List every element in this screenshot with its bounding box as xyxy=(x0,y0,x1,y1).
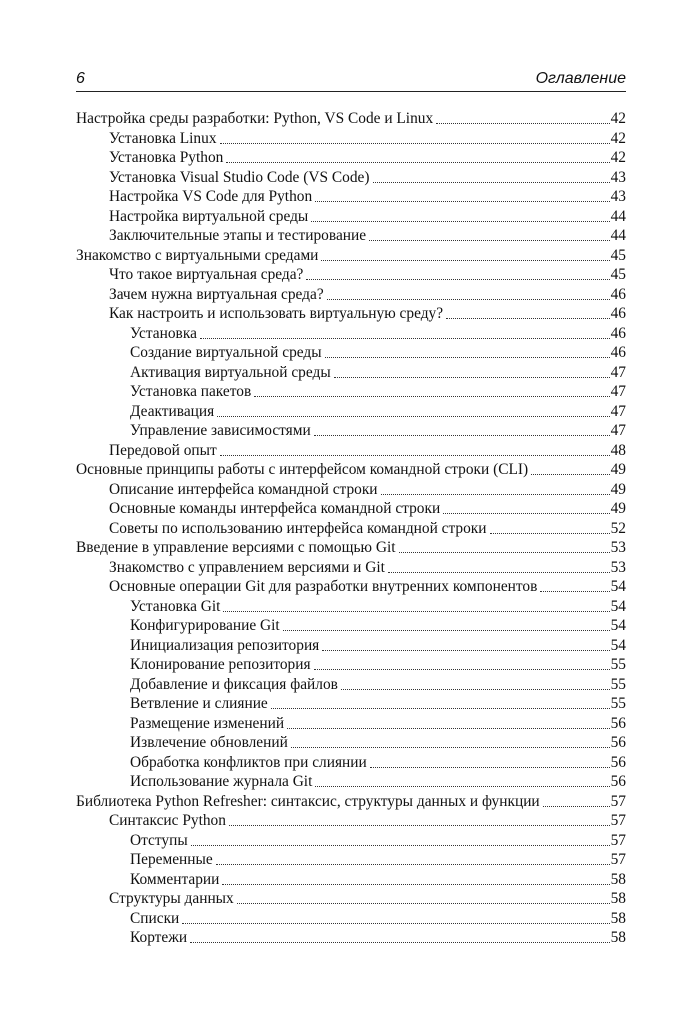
dot-leader xyxy=(182,923,609,924)
toc-entry-page: 44 xyxy=(610,207,626,225)
dot-leader xyxy=(315,786,609,787)
toc-entry-title: Активация виртуальной среды xyxy=(130,363,331,381)
toc-entry-title: Установка пакетов xyxy=(130,383,252,400)
toc-entry-page: 43 xyxy=(610,168,626,186)
toc-entry xyxy=(76,577,626,597)
dot-leader xyxy=(216,864,610,865)
toc-entry-title: Что такое виртуальная среда? xyxy=(109,266,304,283)
toc-entry xyxy=(76,733,626,753)
toc-entry-title: Основные принципы работы с интерфейсом командной строки (CLI) xyxy=(76,461,529,478)
toc-entry-title: Настройка виртуальной среды xyxy=(109,207,309,225)
dot-leader xyxy=(325,357,610,358)
dot-leader xyxy=(543,806,610,807)
toc-entry-page: 46 xyxy=(610,344,626,361)
toc-entry xyxy=(76,460,626,480)
toc-entry xyxy=(76,207,626,227)
dot-leader xyxy=(490,533,610,534)
toc-entry xyxy=(76,870,626,890)
dot-leader xyxy=(373,182,610,183)
toc-entry xyxy=(76,499,626,519)
toc-entry xyxy=(76,441,626,461)
toc-entry xyxy=(76,246,626,266)
toc-entry xyxy=(76,636,626,656)
toc-entry-title: Установка Linux xyxy=(109,129,217,147)
dot-leader xyxy=(311,221,609,222)
toc-entry-title: Управление зависимостями xyxy=(130,422,311,439)
toc-entry-title: Создание виртуальной среды xyxy=(130,344,322,361)
dot-leader xyxy=(283,630,610,631)
dot-leader xyxy=(399,552,610,553)
toc-entry-page: 46 xyxy=(610,285,626,303)
toc-entry-page: 46 xyxy=(610,324,626,342)
toc-entry xyxy=(76,772,626,792)
dot-leader xyxy=(334,377,610,378)
toc-entry-page: 55 xyxy=(610,675,626,693)
dot-leader xyxy=(381,494,610,495)
toc-entry-title: Введение в управление версиями с помощью Git xyxy=(76,539,396,556)
toc-entry-title: Переменные xyxy=(130,851,213,868)
dot-leader xyxy=(540,591,609,592)
dot-leader xyxy=(237,903,610,904)
toc-entry-page: 54 xyxy=(610,636,626,654)
toc-entry-title: Извлечение обновлений xyxy=(130,734,288,751)
dot-leader xyxy=(190,942,609,943)
toc-entry-title: Инициализация репозитория xyxy=(130,636,320,654)
dot-leader xyxy=(314,669,610,670)
dot-leader xyxy=(341,689,610,690)
dot-leader xyxy=(226,162,609,163)
toc-entry-title: Использование журнала Git xyxy=(130,773,313,790)
toc-entry-page: 57 xyxy=(610,792,626,810)
toc-entry-title: Структуры данных xyxy=(109,890,234,907)
toc-entry-page: 42 xyxy=(610,129,626,147)
dot-leader xyxy=(229,825,610,826)
dot-leader xyxy=(220,143,610,144)
dot-leader xyxy=(446,318,610,319)
toc-entry-title: Передовой опыт xyxy=(109,441,217,459)
toc-entry-page: 58 xyxy=(610,909,626,927)
toc-entry xyxy=(76,928,626,948)
toc-entry-page: 54 xyxy=(610,578,626,595)
toc-entry-page: 46 xyxy=(610,305,626,322)
toc-entry-title: Отступы xyxy=(130,831,188,849)
running-title: Оглавление xyxy=(535,70,626,87)
toc-entry-title: Добавление и фиксация файлов xyxy=(130,675,338,693)
dot-leader xyxy=(223,611,609,612)
toc-entry-title: Основные операции Git для разработки внутренних компонентов xyxy=(109,578,538,595)
dot-leader xyxy=(200,338,610,339)
toc-entry-title: Обработка конфликтов при слиянии xyxy=(130,753,367,771)
toc-entry-title: Библиотека Python Refresher: синтаксис, структуры данных и функции xyxy=(76,792,540,810)
dot-leader xyxy=(220,455,610,456)
toc-entry xyxy=(76,558,626,578)
toc-entry-page: 53 xyxy=(610,539,626,556)
toc-entry-page: 56 xyxy=(610,714,626,732)
toc-entry-title: Настройка среды разработки: Python, VS Code и Linux xyxy=(76,110,434,127)
toc-entry-title: Комментарии xyxy=(130,870,220,888)
toc-entry xyxy=(76,129,626,149)
dot-leader xyxy=(443,513,609,514)
toc-entry xyxy=(76,850,626,870)
toc-entry-page: 44 xyxy=(610,227,626,244)
toc-entry-title: Деактивация xyxy=(130,402,215,420)
toc-entry-page: 55 xyxy=(610,695,626,712)
toc-entry-title: Клонирование репозитория xyxy=(130,656,311,673)
running-header xyxy=(76,69,626,92)
toc-entry-page: 56 xyxy=(610,753,626,771)
toc-entry-page: 56 xyxy=(610,734,626,751)
dot-leader xyxy=(217,416,609,417)
toc-entry xyxy=(76,792,626,812)
toc-entry xyxy=(76,343,626,363)
toc-entry-page: 43 xyxy=(610,188,626,205)
dot-leader xyxy=(369,240,610,241)
toc-entry-title: Размещение изменений xyxy=(130,714,285,732)
toc-entry-page: 56 xyxy=(610,773,626,790)
toc-entry-title: Знакомство с управлением версиями и Git xyxy=(109,558,385,576)
toc-entry-page: 49 xyxy=(610,500,626,517)
toc-entry-title: Конфигурирование Git xyxy=(130,617,280,634)
toc-entry-title: Установка xyxy=(130,324,197,342)
dot-leader xyxy=(191,845,610,846)
toc-entry xyxy=(76,402,626,422)
toc-entry-page: 54 xyxy=(610,617,626,634)
toc-entry-title: Установка Python xyxy=(109,149,224,166)
toc-entry xyxy=(76,187,626,207)
toc-entry-page: 47 xyxy=(610,422,626,439)
toc-entry-page: 45 xyxy=(610,266,626,283)
toc-entry-page: 45 xyxy=(610,246,626,264)
toc-entry xyxy=(76,109,626,129)
toc-entry-page: 55 xyxy=(610,656,626,673)
toc-entry-page: 54 xyxy=(610,597,626,615)
dot-leader xyxy=(388,572,610,573)
dot-leader xyxy=(254,396,609,397)
dot-leader xyxy=(327,299,610,300)
toc-entry-title: Знакомство с виртуальными средами xyxy=(76,246,319,264)
toc-entry xyxy=(76,909,626,929)
toc-entry xyxy=(76,480,626,500)
toc-entry xyxy=(76,382,626,402)
toc-entry-page: 58 xyxy=(610,890,626,907)
toc-entry-page: 47 xyxy=(610,363,626,381)
toc-entry-title: Установка Visual Studio Code (VS Code) xyxy=(109,168,370,186)
dot-leader xyxy=(291,747,610,748)
dot-leader xyxy=(306,279,609,280)
toc-entry-title: Списки xyxy=(130,909,180,927)
toc-entry xyxy=(76,265,626,285)
toc-entry-title: Зачем нужна виртуальная среда? xyxy=(109,285,324,303)
toc-entry-page: 57 xyxy=(610,831,626,849)
toc-entry xyxy=(76,168,626,188)
dot-leader xyxy=(321,260,609,261)
page-number: 6 xyxy=(76,70,85,87)
toc-entry-page: 42 xyxy=(610,149,626,166)
dot-leader xyxy=(531,474,609,475)
toc-entry-title: Настройка VS Code для Python xyxy=(109,188,313,205)
table-of-contents xyxy=(76,109,626,948)
toc-entry xyxy=(76,616,626,636)
toc-entry xyxy=(76,831,626,851)
toc-entry xyxy=(76,421,626,441)
toc-entry xyxy=(76,226,626,246)
dot-leader xyxy=(287,728,610,729)
toc-entry xyxy=(76,889,626,909)
toc-entry xyxy=(76,519,626,539)
toc-entry xyxy=(76,714,626,734)
toc-entry-title: Советы по использованию интерфейса командной строки xyxy=(109,519,487,537)
dot-leader xyxy=(322,650,609,651)
toc-entry xyxy=(76,597,626,617)
toc-entry xyxy=(76,304,626,324)
dot-leader xyxy=(315,201,609,202)
toc-entry-page: 52 xyxy=(610,519,626,537)
dot-leader xyxy=(370,767,610,768)
toc-entry-page: 48 xyxy=(610,441,626,459)
toc-entry-title: Синтаксис Python xyxy=(109,812,226,829)
toc-entry-title: Ветвление и слияние xyxy=(130,695,268,712)
toc-entry-title: Основные команды интерфейса командной строки xyxy=(109,500,441,517)
toc-entry-title: Описание интерфейса командной строки xyxy=(109,480,378,498)
toc-entry-page: 49 xyxy=(610,461,626,478)
toc-entry-page: 47 xyxy=(610,383,626,400)
toc-entry-title: Установка Git xyxy=(130,597,221,615)
toc-entry-page: 57 xyxy=(610,812,626,829)
dot-leader xyxy=(222,884,609,885)
dot-leader xyxy=(271,708,610,709)
toc-entry-page: 42 xyxy=(610,110,626,127)
toc-entry-page: 53 xyxy=(610,558,626,576)
toc-entry-page: 57 xyxy=(610,851,626,868)
dot-leader xyxy=(314,435,610,436)
toc-entry xyxy=(76,753,626,773)
toc-entry-page: 58 xyxy=(610,870,626,888)
toc-entry xyxy=(76,148,626,168)
toc-entry xyxy=(76,675,626,695)
toc-entry xyxy=(76,324,626,344)
toc-entry-page: 49 xyxy=(610,480,626,498)
toc-entry xyxy=(76,538,626,558)
toc-entry-title: Заключительные этапы и тестирование xyxy=(109,227,367,244)
toc-entry-title: Как настроить и использовать виртуальную среду? xyxy=(109,305,444,322)
toc-entry xyxy=(76,655,626,675)
toc-entry xyxy=(76,811,626,831)
toc-entry xyxy=(76,363,626,383)
toc-entry xyxy=(76,285,626,305)
toc-entry-page: 47 xyxy=(610,402,626,420)
toc-entry-title: Кортежи xyxy=(130,929,188,946)
toc-entry xyxy=(76,694,626,714)
dot-leader xyxy=(436,123,609,124)
toc-entry-page: 58 xyxy=(610,929,626,946)
